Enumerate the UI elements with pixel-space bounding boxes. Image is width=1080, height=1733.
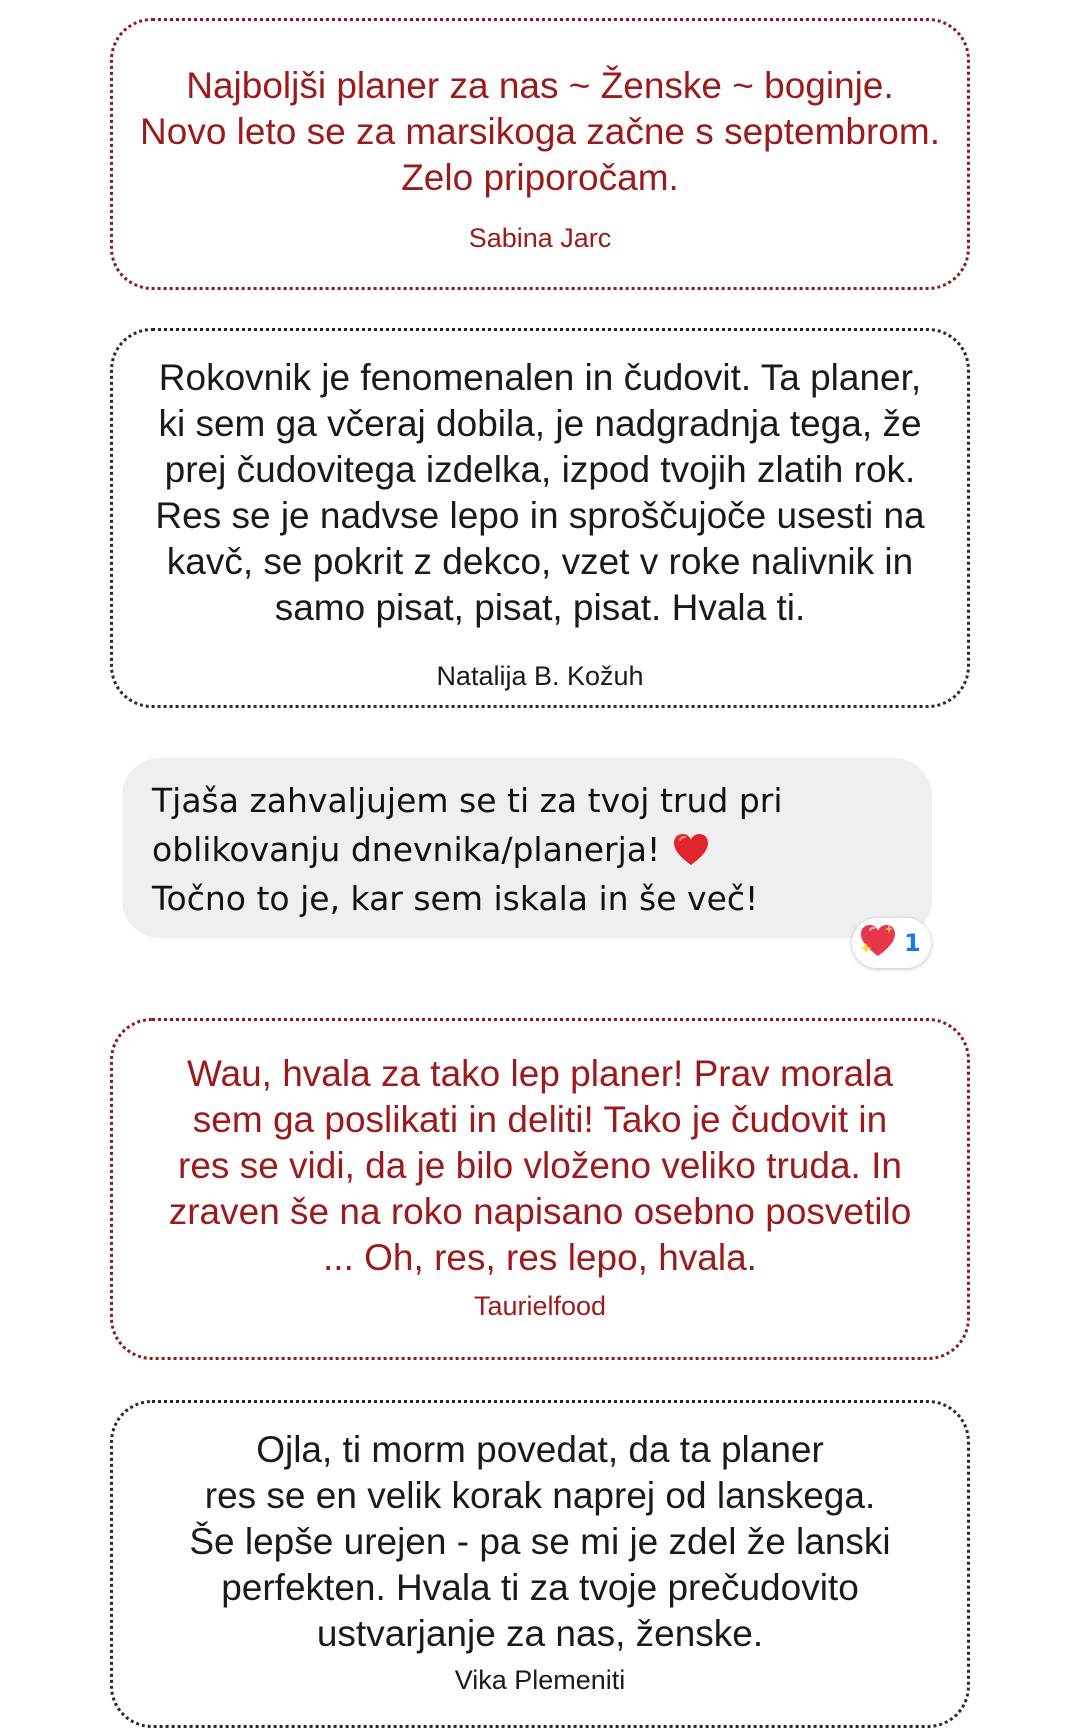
quote-line: Novo leto se za marsikoga začne s septembrom. [140, 111, 940, 152]
quote-line: ki sem ga včeraj dobila, je nadgradnja tega, že [158, 403, 922, 444]
testimonial-card [110, 18, 970, 290]
testimonial-quote [140, 63, 940, 201]
quote-line: Najboljši planer za nas ~ Ženske ~ boginje. [186, 65, 894, 106]
chat-message-bubble [122, 758, 932, 938]
testimonial-author: Natalija B. Kožuh [436, 661, 644, 691]
testimonial-author: Vika Plemeniti [454, 1665, 626, 1695]
quote-line: ustvarjanje za nas, ženske. [316, 1613, 764, 1654]
quote-line: res se vidi, da je bilo vloženo veliko truda. In [178, 1145, 902, 1186]
chat-text: Točno to je, kar sem iskala in še več! [152, 879, 759, 918]
quote-line: kavč, se pokrit z dekco, vzet v roke nalivnik in [166, 541, 914, 582]
quote-line: zraven še na roko napisano osebno posvetilo [168, 1191, 912, 1232]
testimonial-quote [169, 1051, 912, 1281]
quote-line: sem ga poslikati in deliti! Tako je čudovit in [192, 1099, 888, 1140]
testimonial-card [110, 328, 970, 708]
reaction-badge[interactable] [852, 918, 931, 968]
testimonial-author: Taurielfood [473, 1291, 607, 1321]
quote-line: Ojla, ti morm povedat, da ta planer [256, 1429, 824, 1470]
quote-line: Res se je nadvse lepo in sproščujoče usesti na [155, 495, 925, 536]
quote-line: Zelo priporočam. [401, 157, 679, 198]
chat-text: oblikovanju dnevnika/planerja! [152, 830, 661, 869]
testimonial-card [110, 1018, 970, 1360]
red-heart-icon [672, 831, 710, 869]
chat-line [152, 776, 902, 825]
quote-line: perfekten. Hvala ti za tvoje prečudovito [221, 1567, 859, 1608]
quote-line: ... Oh, res, res lepo, hvala. [323, 1237, 757, 1278]
quote-line: Še lepše urejen - pa se mi je zdel že lanski [189, 1521, 891, 1562]
quote-line: samo pisat, pisat, pisat. Hvala ti. [274, 587, 806, 628]
quote-line: Wau, hvala za tako lep planer! Prav morala [186, 1053, 894, 1094]
chat-line [152, 874, 902, 923]
sparkling-heart-icon [858, 921, 898, 966]
testimonial-author: Sabina Jarc [468, 223, 612, 253]
testimonial-quote [155, 355, 924, 631]
reaction-count: 1 [904, 929, 921, 957]
quote-line: res se en velik korak naprej od lanskega. [204, 1475, 876, 1516]
testimonial-card [110, 1400, 970, 1728]
quote-line: Rokovnik je fenomenalen in čudovit. Ta planer, [158, 357, 922, 398]
quote-line: prej čudovitega izdelka, izpod tvojih zlatih rok. [164, 449, 916, 490]
testimonial-quote [189, 1427, 890, 1657]
chat-text: Tjaša zahvaljujem se ti za tvoj trud pri [152, 781, 783, 820]
chat-line [152, 825, 902, 874]
